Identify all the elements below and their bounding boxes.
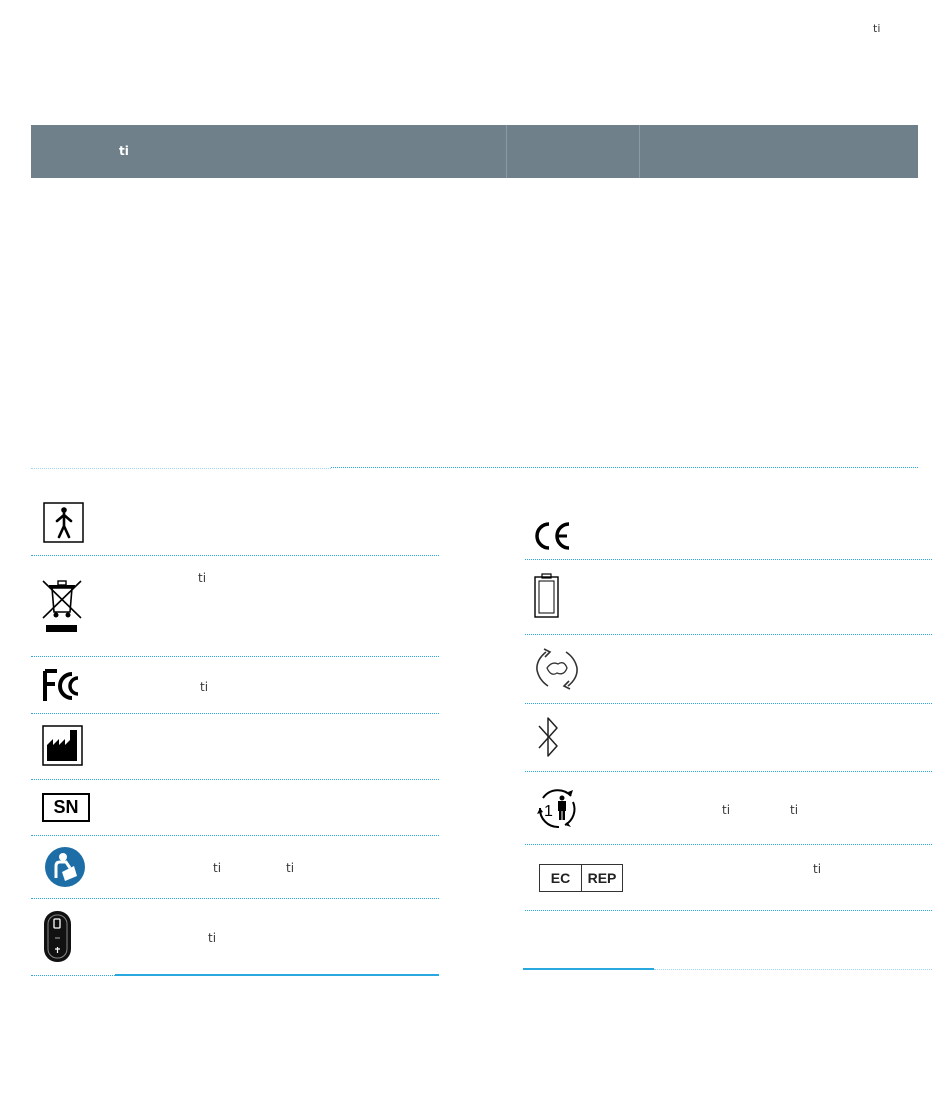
row-divider: [31, 713, 439, 714]
manufacturer-factory-icon: [42, 725, 84, 771]
row-divider: [31, 555, 439, 556]
row-divider: [525, 844, 932, 845]
row-divider: [525, 910, 932, 911]
row-divider: [31, 656, 439, 657]
table-header-col1: ti: [119, 144, 129, 158]
row-divider: [525, 634, 932, 635]
ce-mark-icon: [533, 521, 573, 555]
row-divider: [31, 975, 115, 976]
row-divider: [31, 779, 439, 780]
sn-label: SN: [53, 797, 79, 817]
recycle-arrows-icon: [534, 646, 580, 696]
serial-number-sn-icon: [42, 793, 90, 822]
weee-description: ti: [198, 571, 207, 585]
row-divider: [525, 771, 932, 772]
row-divider: [654, 969, 932, 970]
device-remote-icon: [43, 910, 73, 968]
row-divider: [115, 974, 439, 976]
weee-crossed-bin-icon: [40, 578, 84, 638]
table-header: [31, 125, 918, 178]
single-patient-use-icon: [535, 786, 579, 834]
ec-label: EC: [550, 870, 571, 886]
row-divider: [31, 835, 439, 836]
bluetooth-icon: [535, 714, 563, 764]
row-divider: [31, 898, 439, 899]
read-instructions-icon: [44, 846, 86, 892]
ec-rep-description: ti: [813, 862, 822, 876]
svg-text:1: 1: [544, 803, 553, 820]
row-divider: [523, 968, 654, 970]
table-header-divider: [506, 125, 507, 178]
page-corner-text: ti: [873, 22, 881, 35]
ec-rep-icon: [539, 864, 623, 892]
row-divider: [525, 703, 932, 704]
battery-icon: [534, 573, 560, 623]
fcc-mark-icon: [42, 668, 84, 708]
rep-label: REP: [587, 870, 617, 886]
read-instructions-text-b: ti: [286, 861, 295, 875]
section-divider: [331, 467, 918, 468]
single-patient-text-a: ti: [722, 803, 731, 817]
table-header-divider: [639, 125, 640, 178]
row-divider: [525, 559, 932, 560]
fcc-description: ti: [200, 680, 209, 694]
read-instructions-text-a: ti: [213, 861, 222, 875]
device-remote-description: ti: [208, 931, 217, 945]
section-divider: [31, 468, 331, 469]
type-bf-applied-part-icon: [43, 502, 85, 548]
single-patient-text-b: ti: [790, 803, 799, 817]
